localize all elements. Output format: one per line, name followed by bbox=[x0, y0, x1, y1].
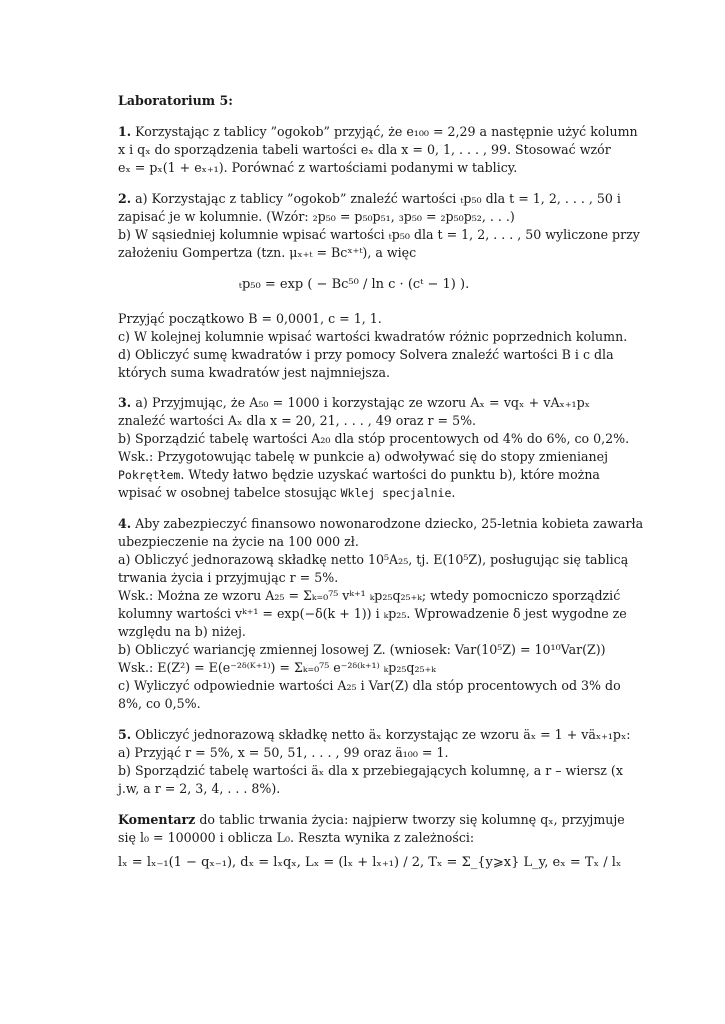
ex5-line-4: j.w, a r = 2, 3, 4, . . . 8%). bbox=[118, 781, 281, 796]
ex5-line-2: a) Przyjąć r = 5%, x = 50, 51, . . . , 99 oraz ä₁₀₀ = 1. bbox=[118, 745, 449, 760]
ex4-number: 4. bbox=[118, 516, 132, 531]
ex1-number: 1. bbox=[118, 124, 132, 139]
gompertz-formula: ₜp₅₀ = exp ( − Bc⁵⁰ / ln c · (cᵗ − 1) ). bbox=[238, 277, 470, 292]
ex4-line-10: c) Wyliczyć odpowiednie wartości A₂₅ i Var(Z) dla stóp procentowych od 3% do bbox=[118, 678, 621, 693]
ex4-line-6: kolumny wartości vᵏ⁺¹ = exp(−δ(k + 1)) i ₖp₂₅. Wprowadzenie δ jest wygodne ze bbox=[118, 606, 627, 621]
ex4-line-7: względu na b) niżej. bbox=[118, 624, 246, 639]
ex2-line-4: założeniu Gompertza (tzn. μₓ₊ₜ = Bcˣ⁺ᵗ), a więc bbox=[118, 245, 417, 260]
ex2-line-5: Przyjąć początkowo B = 0,0001, c = 1, 1. bbox=[118, 311, 382, 326]
pokretlem-term: Pokrętłem bbox=[118, 468, 181, 482]
ex4-line-9: Wsk.: E(Z²) = E(e⁻²ᵟ⁽ᴷ⁺¹⁾) = Σₖ₌₀⁷⁵ e⁻²ᵟ⁽ᵏ⁺¹⁾ ₖp₂₅q₂₅₊ₖ bbox=[118, 660, 436, 675]
ex1-line-2: x i qₓ do sporządzenia tabeli wartości eₓ dla x = 0, 1, . . . , 99. Stosować wzór bbox=[118, 142, 611, 157]
ex4-line-1: 4. Aby zabezpieczyć finansowo nowonarodzone dziecko, 25-letnia kobieta zawarła bbox=[118, 516, 644, 531]
comment-line-2: się l₀ = 100000 i oblicza L₀. Reszta wynika z zależności: bbox=[118, 830, 475, 845]
ex1-line-1: 1. Korzystając z tablicy ”ogokob” przyjąć, że e₁₀₀ = 2,29 a następnie użyć kolumn bbox=[118, 124, 638, 139]
ex5-number: 5. bbox=[118, 727, 132, 742]
ex2-line-3: b) W sąsiedniej kolumnie wpisać wartości ₜp₅₀ dla t = 1, 2, . . . , 50 wyliczone przy bbox=[118, 227, 640, 242]
ex4-line-3: a) Obliczyć jednorazową składkę netto 10⁵A₂₅, tj. E(10⁵Z), posługując się tablicą bbox=[118, 552, 629, 567]
comment-line-1: Komentarz do tablic trwania życia: najpierw tworzy się kolumnę qₓ, przyjmuje bbox=[118, 812, 625, 827]
ex3-line-2: znaleźć wartości Aₓ dla x = 20, 21, . . . , 49 oraz r = 5%. bbox=[118, 413, 477, 428]
ex2-line-8: których suma kwadratów jest najmniejsza. bbox=[118, 365, 390, 380]
ex4-line-11: 8%, co 0,5%. bbox=[118, 696, 201, 711]
ex2-line-7: d) Obliczyć sumę kwadratów i przy pomocy Solvera znaleźć wartości B i c dla bbox=[118, 347, 614, 362]
ex1-line-3: eₓ = pₓ(1 + eₓ₊₁). Porównać z wartościami podanymi w tablicy. bbox=[118, 160, 518, 175]
ex3-line-4: Wsk.: Przygotowując tabelę w punkcie a) odwoływać się do stopy zmienianej bbox=[118, 449, 609, 464]
life-table-formulas: lₓ = lₓ₋₁(1 − qₓ₋₁), dₓ = lₓqₓ, Lₓ = (lₓ + lₓ₊₁) / 2, Tₓ = Σ_{y⩾x} L_y, eₓ = Tₓ / lₓ bbox=[118, 855, 622, 870]
ex4-line-4: trwania życia i przyjmując r = 5%. bbox=[118, 570, 339, 585]
ex4-line-2: ubezpieczenie na życie na 100 000 zł. bbox=[118, 534, 359, 549]
lab-title: Laboratorium 5: bbox=[118, 93, 233, 108]
ex3-line-1: 3. a) Przyjmując, że A₅₀ = 1000 i korzystając ze wzoru Aₓ = vqₓ + vAₓ₊₁pₓ bbox=[118, 395, 590, 410]
ex4-line-5: Wsk.: Można ze wzoru A₂₅ = Σₖ₌₀⁷⁵ vᵏ⁺¹ ₖp₂₅q₂₅₊ₖ; wtedy pomocniczo sporządzić bbox=[118, 588, 621, 603]
ex2-number: 2. bbox=[118, 191, 132, 206]
ex2-line-1: 2. a) Korzystając z tablicy ”ogokob” znaleźć wartości ₜp₅₀ dla t = 1, 2, . . . , 50 i bbox=[118, 191, 621, 206]
ex5-line-3: b) Sporządzić tabelę wartości äₓ dla x przebiegających kolumnę, a r – wiersz (x bbox=[118, 763, 623, 778]
wklej-term: Wklej specjalnie bbox=[340, 486, 452, 500]
ex3-line-3: b) Sporządzić tabelę wartości A₂₀ dla stóp procentowych od 4% do 6%, co 0,2%. bbox=[118, 431, 630, 446]
comment-heading: Komentarz bbox=[118, 812, 196, 827]
ex3-number: 3. bbox=[118, 395, 132, 410]
ex5-line-1: 5. Obliczyć jednorazową składkę netto äₓ korzystając ze wzoru äₓ = 1 + väₓ₊₁pₓ: bbox=[118, 727, 631, 742]
ex2-line-2: zapisać je w kolumnie. (Wzór: ₂p₅₀ = p₅₀p₅₁, ₃p₅₀ = ₂p₅₀p₅₂, . . .) bbox=[118, 209, 515, 224]
ex2-line-6: c) W kolejnej kolumnie wpisać wartości kwadratów różnic poprzednich kolumn. bbox=[118, 329, 628, 344]
ex3-line-6: wpisać w osobnej tabelce stosując Wklej specjalnie. bbox=[118, 485, 456, 500]
ex3-line-5: Pokrętłem. Wtedy łatwo będzie uzyskać wartości do punktu b), które można bbox=[118, 467, 600, 482]
ex4-line-8: b) Obliczyć wariancję zmiennej losowej Z. (wniosek: Var(10⁵Z) = 10¹⁰Var(Z)) bbox=[118, 642, 606, 657]
